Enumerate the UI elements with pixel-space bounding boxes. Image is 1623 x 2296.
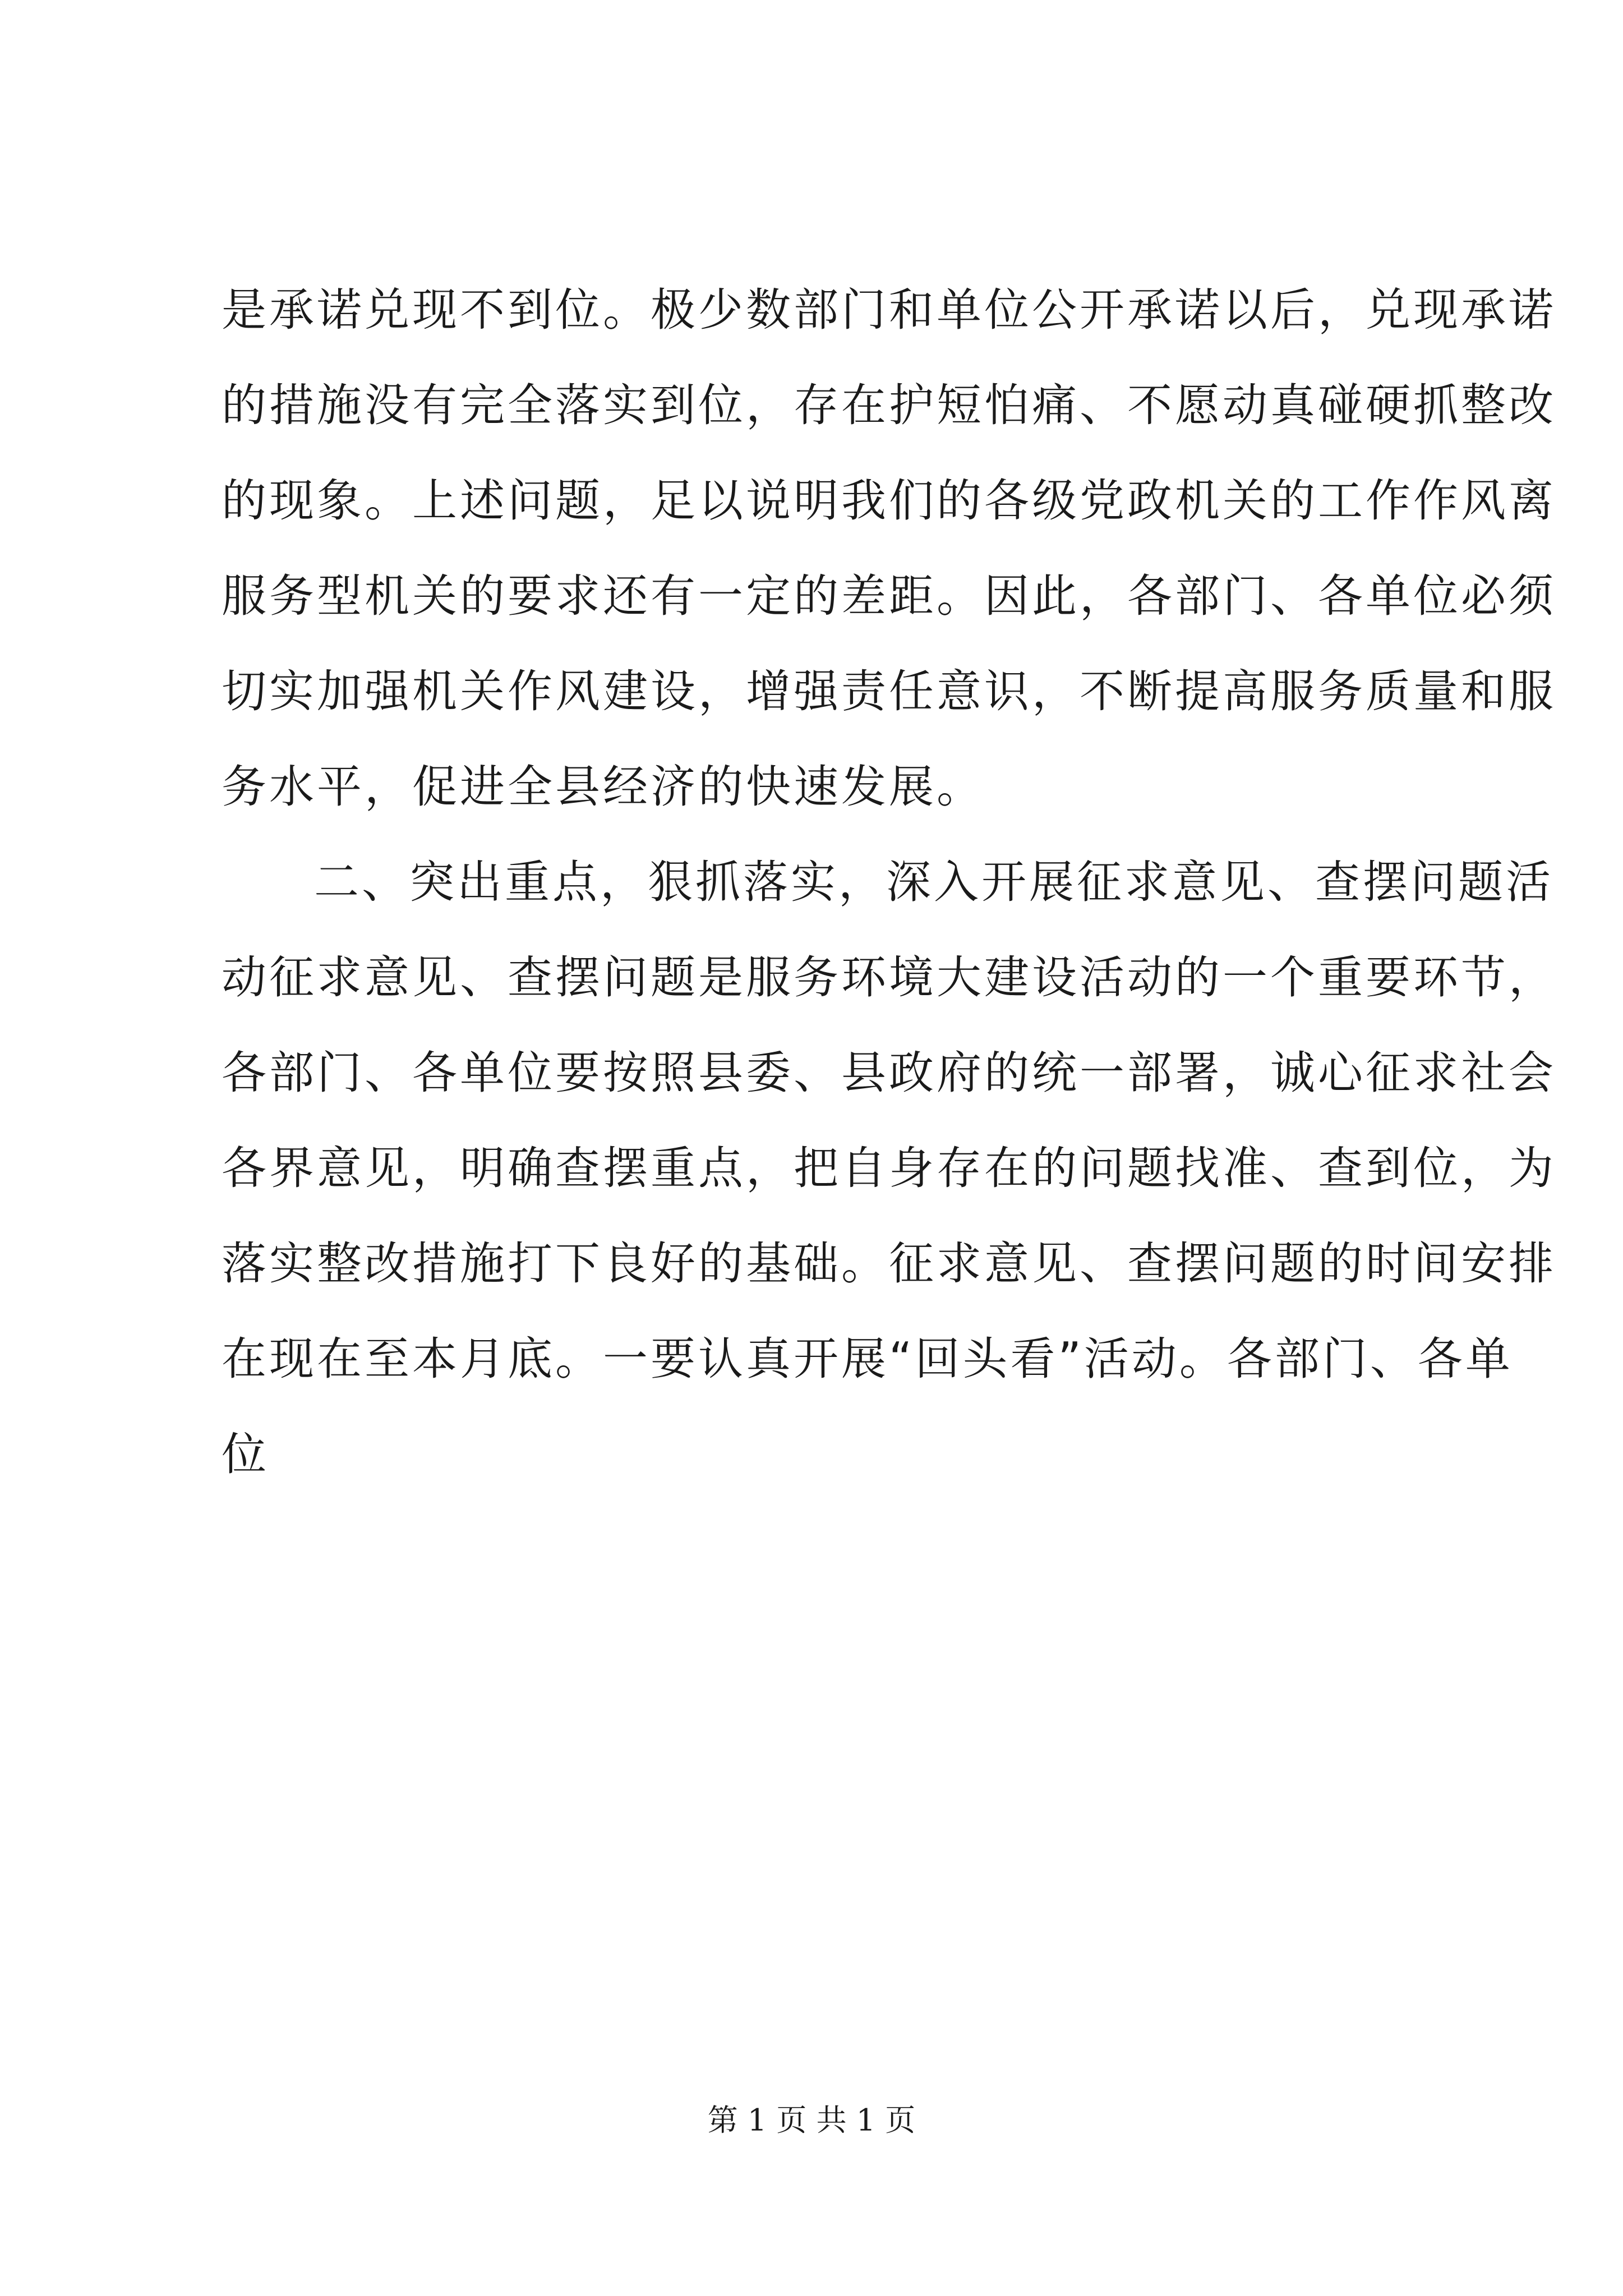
text-line: 各界意见，明确查摆重点，把自身存在的问题找准、查到位，为 [222,1142,1556,1194]
text-line: 落实整改措施打下良好的基础。征求意见、查摆问题的时间安排 [222,1237,1556,1290]
text-line: 的现象。上述问题，足以说明我们的各级党政机关的工作作风离 [222,475,1556,527]
text-line: 位 [222,1428,269,1480]
text-line: 切实加强机关作风建设，增强责任意识，不断提高服务质量和服 [222,665,1556,717]
text-line: 是承诺兑现不到位。极少数部门和单位公开承诺以后，兑现承诺 [222,284,1556,336]
paragraph-heading-line: 二、突出重点，狠抓落实，深入开展征求意见、查摆问题活 [314,856,1553,908]
page-number-footer: 第 1 页 共 1 页 [707,2102,916,2138]
text-line: 的措施没有完全落实到位，存在护短怕痛、不愿动真碰硬抓整改 [222,379,1556,431]
text-line: 在现在至本月底。一要认真开展“回头看”活动。各部门、各单 [222,1333,1513,1385]
text-line: 各部门、各单位要按照县委、县政府的统一部署，诚心征求社会 [222,1047,1556,1099]
text-line: 务水平，促进全县经济的快速发展。 [222,761,984,813]
text-line: 服务型机关的要求还有一定的差距。因此，各部门、各单位必须 [222,570,1556,622]
text-line: 动征求意见、查摆问题是服务环境大建设活动的一个重要环节， [222,951,1556,1004]
document-body [222,263,1556,1502]
